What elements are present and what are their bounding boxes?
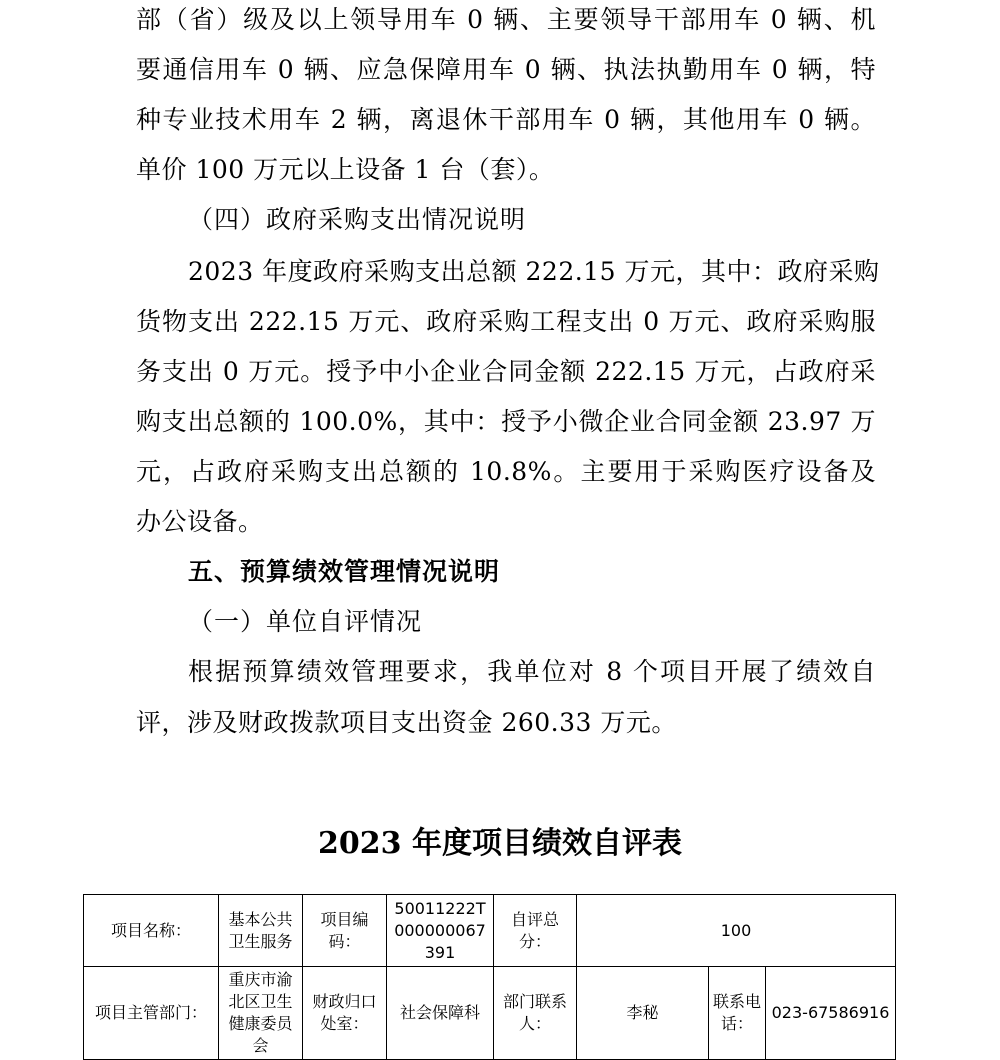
self-eval-score-value: 100 bbox=[577, 895, 896, 967]
self-eval-score-label: 自评总分： bbox=[494, 895, 577, 967]
paragraph-line: 根据预算绩效管理要求，我单位对 8 个项目开展了绩效自 bbox=[188, 657, 876, 686]
dept-label: 项目主管部门： bbox=[84, 967, 219, 1060]
paragraph-line: 货物支出 222.15 万元、政府采购工程支出 0 万元、政府采购服 bbox=[136, 307, 876, 336]
paragraph-line: 务支出 0 万元。授予中小企业合同金额 222.15 万元，占政府采 bbox=[136, 357, 876, 386]
project-code-label: 项目编码： bbox=[303, 895, 387, 967]
table-row bbox=[84, 895, 896, 967]
subsection-heading: （四）政府采购支出情况说明 bbox=[188, 205, 527, 234]
finance-office-label: 财政归口处室： bbox=[303, 967, 387, 1060]
section-heading: 五、预算绩效管理情况说明 bbox=[188, 557, 501, 586]
paragraph-line: 种专业技术用车 2 辆，离退休干部用车 0 辆，其他用车 0 辆。 bbox=[136, 105, 876, 134]
contact-value: 李秘 bbox=[577, 967, 709, 1060]
project-code-value: 50011222T000000067391 bbox=[387, 895, 494, 967]
subsection-heading: （一）单位自评情况 bbox=[188, 607, 423, 636]
finance-office-value: 社会保障科 bbox=[387, 967, 494, 1060]
table-row bbox=[84, 967, 896, 1060]
project-name-value: 基本公共卫生服务 bbox=[219, 895, 303, 967]
paragraph-line: 单价 100 万元以上设备 1 台（套）。 bbox=[136, 155, 555, 184]
paragraph-line: 元，占政府采购支出总额的 10.8%。主要用于采购医疗设备及 bbox=[136, 457, 876, 486]
paragraph-line: 要通信用车 0 辆、应急保障用车 0 辆、执法执勤用车 0 辆，特 bbox=[136, 55, 876, 84]
table-title: 2023 年度项目绩效自评表 bbox=[318, 826, 682, 861]
phone-value: 023-67586916 bbox=[766, 967, 896, 1060]
paragraph-line: 购支出总额的 100.0%，其中：授予小微企业合同金额 23.97 万 bbox=[136, 407, 876, 436]
paragraph-line: 部（省）级及以上领导用车 0 辆、主要领导干部用车 0 辆、机 bbox=[136, 5, 876, 34]
paragraph-line: 2023 年度政府采购支出总额 222.15 万元，其中：政府采购 bbox=[188, 257, 880, 286]
project-eval-table bbox=[83, 894, 896, 1060]
paragraph-line: 评，涉及财政拨款项目支出资金 260.33 万元。 bbox=[136, 708, 677, 737]
phone-label: 联系电话： bbox=[709, 967, 766, 1060]
dept-value: 重庆市渝北区卫生健康委员会 bbox=[219, 967, 303, 1060]
project-name-label: 项目名称： bbox=[84, 895, 219, 967]
contact-label: 部门联系人： bbox=[494, 967, 577, 1060]
paragraph-line: 办公设备。 bbox=[136, 507, 264, 536]
